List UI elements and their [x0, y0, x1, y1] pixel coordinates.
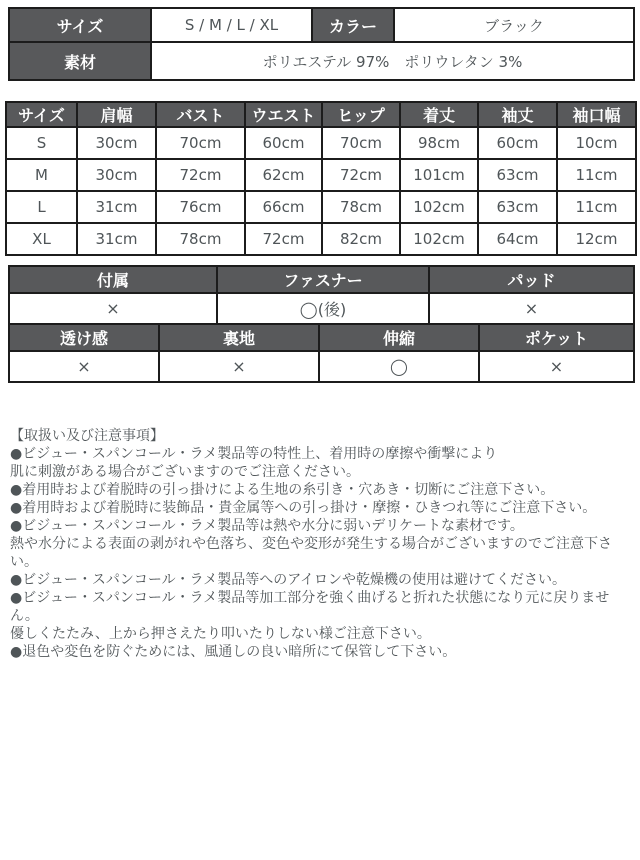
- size-chart-cell: 60cm: [245, 127, 322, 159]
- notes-line: ●ビジュー・スパンコール・ラメ製品等へのアイロンや乾燥機の使用は避けてください。: [10, 572, 566, 588]
- size-chart-row-m: [6, 159, 636, 191]
- features2-header: 伸縮: [319, 324, 479, 351]
- features1-header: パッド: [429, 266, 634, 293]
- size-chart-cell: 66cm: [245, 191, 322, 223]
- features1-header: ファスナー: [217, 266, 429, 293]
- features-table-2: [8, 323, 635, 383]
- notes-title: 【取扱い及び注意事項】: [10, 428, 164, 444]
- features-table-1: [8, 265, 635, 325]
- size-chart-cell: 72cm: [245, 223, 322, 255]
- size-chart-cell: 63cm: [478, 191, 557, 223]
- features2-header-row: [9, 324, 634, 351]
- size-chart-header: 肩幅: [77, 102, 156, 127]
- size-chart-cell: 101cm: [400, 159, 478, 191]
- size-chart-cell: 64cm: [478, 223, 557, 255]
- size-chart-cell: 11cm: [557, 159, 636, 191]
- size-chart-cell: 11cm: [557, 191, 636, 223]
- features2-value: ×: [159, 351, 319, 382]
- features2-header: ポケット: [479, 324, 634, 351]
- spec-color-label: カラー: [312, 8, 394, 42]
- notes-line: ●着用時および着脱時に装飾品・貴金属等への引っ掛け・摩擦・ひきつれ等にご注意下さい。: [10, 500, 597, 516]
- size-chart-cell: 63cm: [478, 159, 557, 191]
- spec-color-value: ブラック: [394, 8, 634, 42]
- features1-header-row: [9, 266, 634, 293]
- size-chart-cell: 31cm: [77, 191, 156, 223]
- features2-header: 裏地: [159, 324, 319, 351]
- spec-size-value: S / M / L / XL: [151, 8, 312, 42]
- features2-value: ×: [479, 351, 634, 382]
- size-chart-cell: 82cm: [322, 223, 400, 255]
- size-chart-cell: 76cm: [156, 191, 245, 223]
- size-chart-size: M: [6, 159, 77, 191]
- spec-table: [8, 7, 635, 81]
- size-chart-row-xl: [6, 223, 636, 255]
- features2-value: ◯: [319, 351, 479, 382]
- size-chart-cell: 70cm: [322, 127, 400, 159]
- size-chart-header: ヒップ: [322, 102, 400, 127]
- features1-header: 付属: [9, 266, 217, 293]
- size-chart-cell: 78cm: [322, 191, 400, 223]
- spec-row-material: [9, 42, 634, 80]
- size-chart-row-l: [6, 191, 636, 223]
- notes-line: 肌に刺激がある場合がございますのでご注意ください。: [10, 464, 360, 480]
- spec-material-label: 素材: [9, 42, 151, 80]
- features2-value: ×: [9, 351, 159, 382]
- size-chart-cell: 102cm: [400, 191, 478, 223]
- features2-header: 透け感: [9, 324, 159, 351]
- size-chart-cell: 102cm: [400, 223, 478, 255]
- size-chart-row-s: [6, 127, 636, 159]
- notes-line: 優しくたたみ、上から押さえたり叩いたりしない様ご注意下さい。: [10, 626, 431, 642]
- size-chart-header: バスト: [156, 102, 245, 127]
- features1-value: ×: [9, 293, 217, 324]
- size-chart-cell: 12cm: [557, 223, 636, 255]
- notes-line: ●ビジュー・スパンコール・ラメ製品等加工部分を強く曲げると折れた状態になり元に戻りません。: [10, 590, 610, 624]
- spec-size-label: サイズ: [9, 8, 151, 42]
- size-chart-cell: 30cm: [77, 159, 156, 191]
- notes-line: ●ビジュー・スパンコール・ラメ製品等は熱や水分に弱いデリケートな素材です。: [10, 518, 524, 534]
- notes-line: ●退色や変色を防ぐためには、風通しの良い暗所にて保管して下さい。: [10, 644, 457, 660]
- size-chart-cell: 60cm: [478, 127, 557, 159]
- notes-line: ●ビジュー・スパンコール・ラメ製品等の特性上、着用時の摩擦や衝撃により: [10, 446, 498, 462]
- size-chart-cell: 30cm: [77, 127, 156, 159]
- size-chart-cell: 62cm: [245, 159, 322, 191]
- features1-value: ×: [429, 293, 634, 324]
- notes-line: ●着用時および着脱時の引っ掛けによる生地の糸引き・穴あき・切断にご注意下さい。: [10, 482, 555, 498]
- size-chart-cell: 70cm: [156, 127, 245, 159]
- size-chart-header: サイズ: [6, 102, 77, 127]
- size-chart-size: XL: [6, 223, 77, 255]
- size-chart-cell: 98cm: [400, 127, 478, 159]
- size-chart-header: 袖口幅: [557, 102, 636, 127]
- size-chart-size: L: [6, 191, 77, 223]
- size-chart-cell: 78cm: [156, 223, 245, 255]
- size-chart-cell: 31cm: [77, 223, 156, 255]
- size-chart-header: 袖丈: [478, 102, 557, 127]
- size-chart-header: 着丈: [400, 102, 478, 127]
- size-chart-cell: 72cm: [156, 159, 245, 191]
- size-chart-size: S: [6, 127, 77, 159]
- spec-material-value: ポリエステル 97% ポリウレタン 3%: [151, 42, 634, 80]
- size-chart-table: [5, 101, 637, 256]
- spec-row-size-color: [9, 8, 634, 42]
- size-chart-cell: 10cm: [557, 127, 636, 159]
- features1-value-row: [9, 293, 634, 324]
- size-chart-cell: 72cm: [322, 159, 400, 191]
- size-chart-header: ウエスト: [245, 102, 322, 127]
- features2-value-row: [9, 351, 634, 382]
- notes-section: [10, 427, 638, 661]
- features1-value: ◯(後): [217, 293, 429, 324]
- notes-line: 熱や水分による表面の剥がれや色落ち、変色や変形が発生する場合がございますのでご注意下さい。: [10, 536, 612, 570]
- size-chart-header-row: [6, 102, 636, 127]
